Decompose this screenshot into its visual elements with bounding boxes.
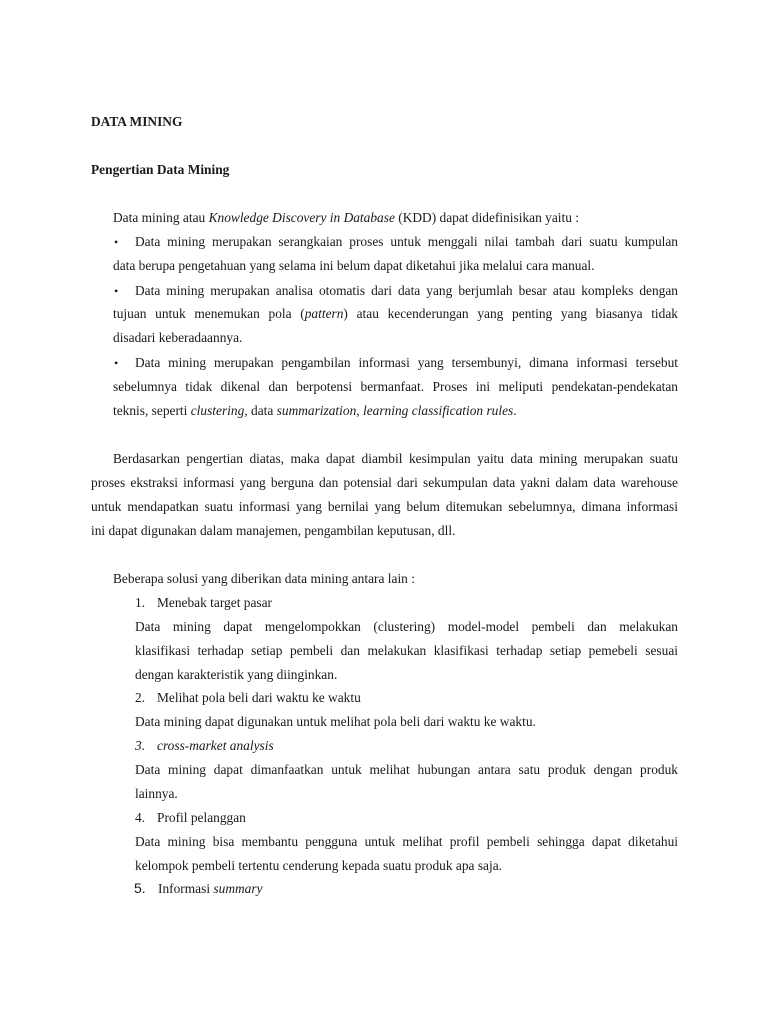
def2-line3: disadari keberadaannya. (113, 330, 243, 345)
solution-desc-line: kelompok pembeli tertentu cenderung kepada suatu produk apa saja. (135, 858, 503, 873)
intro-text-end: (KDD) dapat didefinisikan yaitu : (394, 210, 579, 225)
solution-desc-line: dengan karakteristik yang diinginkan. (135, 667, 338, 682)
conclusion-line2: proses ekstraksi informasi yang berguna dan potensial dari sekumpulan data yakni dalam data warehouse (91, 475, 678, 490)
def1-line1: Data mining merupakan serangkaian proses untuk menggali nilai tambah dari suatu kumpulan (135, 234, 678, 249)
solution-number: 2. (135, 690, 146, 705)
def3-emphasis-rules: learning classification rules (362, 403, 514, 418)
solutions-intro: Beberapa solusi yang diberikan data mining antara lain : (113, 571, 415, 586)
def1-line2: data berupa pengetahuan yang selama ini belum dapat diketahui jika melalui cara manual. (113, 258, 595, 273)
def2-text-end: ) atau kecenderungan yang penting yang biasanya tidak (343, 306, 678, 321)
bullet-icon: • (114, 235, 119, 249)
solution-title-emphasis: summary (213, 881, 263, 896)
solution-title (157, 737, 274, 755)
solution-title (158, 880, 263, 898)
solution-number (135, 737, 145, 755)
def3-text: teknis, seperti (113, 403, 191, 418)
solution-desc-line: Data mining dapat mengelompokkan (clustering) model-model pembeli dan melakukan (135, 619, 678, 634)
solution-number-italic: 3. (135, 738, 146, 753)
bullet-icon: • (114, 284, 119, 298)
def2-text: tujuan untuk menemukan pola ( (113, 306, 305, 321)
intro-emphasis: Knowledge Discovery in Database (208, 210, 395, 225)
intro-sentence (113, 209, 579, 227)
solution-number: 5. (134, 880, 146, 896)
solution-number: 1. (135, 595, 146, 610)
def2-line1: Data mining merupakan analisa otomatis dari data yang berjumlah besar atau kompleks dengan (135, 283, 678, 298)
def3-line3 (113, 402, 517, 420)
bullet-icon: • (114, 356, 119, 370)
def3-line1: Data mining merupakan pengambilan informasi yang tersembunyi, dimana informasi tersebut (135, 355, 678, 370)
def3-emphasis-clustering: clustering (190, 403, 245, 418)
section-heading: Pengertian Data Mining (91, 162, 230, 177)
def3-line2: sebelumnya tidak dikenal dan berpotensi bermanfaat. Proses ini meliputi pendekatan-pendekatan (113, 379, 678, 394)
solution-title-italic: cross-market analysis (157, 738, 274, 753)
solution-title: Profil pelanggan (157, 810, 246, 825)
conclusion-line1: Berdasarkan pengertian diatas, maka dapat diambil kesimpulan yaitu data mining merupakan suatu (113, 451, 678, 466)
solution-title: Menebak target pasar (157, 595, 273, 610)
conclusion-line4: ini dapat digunakan dalam manajemen, pengambilan keputusan, dll. (91, 523, 456, 538)
def2-emphasis: pattern (304, 306, 344, 321)
conclusion-line3: untuk mendapatkan suatu informasi yang bernilai yang belum ditemukan sebelumnya, dimana informasi (91, 499, 678, 514)
def3-text-mid: , data (244, 403, 277, 418)
solution-desc-line: Data mining dapat digunakan untuk melihat pola beli dari waktu ke waktu. (135, 714, 536, 729)
def3-separator: , (356, 403, 363, 418)
solution-number: 4. (135, 810, 146, 825)
document-title: DATA MINING (91, 114, 183, 129)
solution-title: Melihat pola beli dari waktu ke waktu (157, 690, 361, 705)
solution-desc-line: klasifikasi terhadap setiap pembeli dan melakukan klasifikasi terhadap setiap pemebeli sesuai (135, 643, 678, 658)
intro-text: Data mining atau (113, 210, 209, 225)
def3-emphasis-summarization: summarization (276, 403, 357, 418)
solution-desc-line: lainnya. (135, 786, 178, 801)
def2-line2 (113, 305, 678, 323)
def3-period: . (513, 403, 517, 418)
solution-title-text: Informasi (158, 881, 214, 896)
solution-desc-line: Data mining bisa membantu pengguna untuk melihat profil pembeli sehingga dapat diketahui (135, 834, 678, 849)
solution-desc-line: Data mining dapat dimanfaatkan untuk melihat hubungan antara satu produk dengan produk (135, 762, 678, 777)
